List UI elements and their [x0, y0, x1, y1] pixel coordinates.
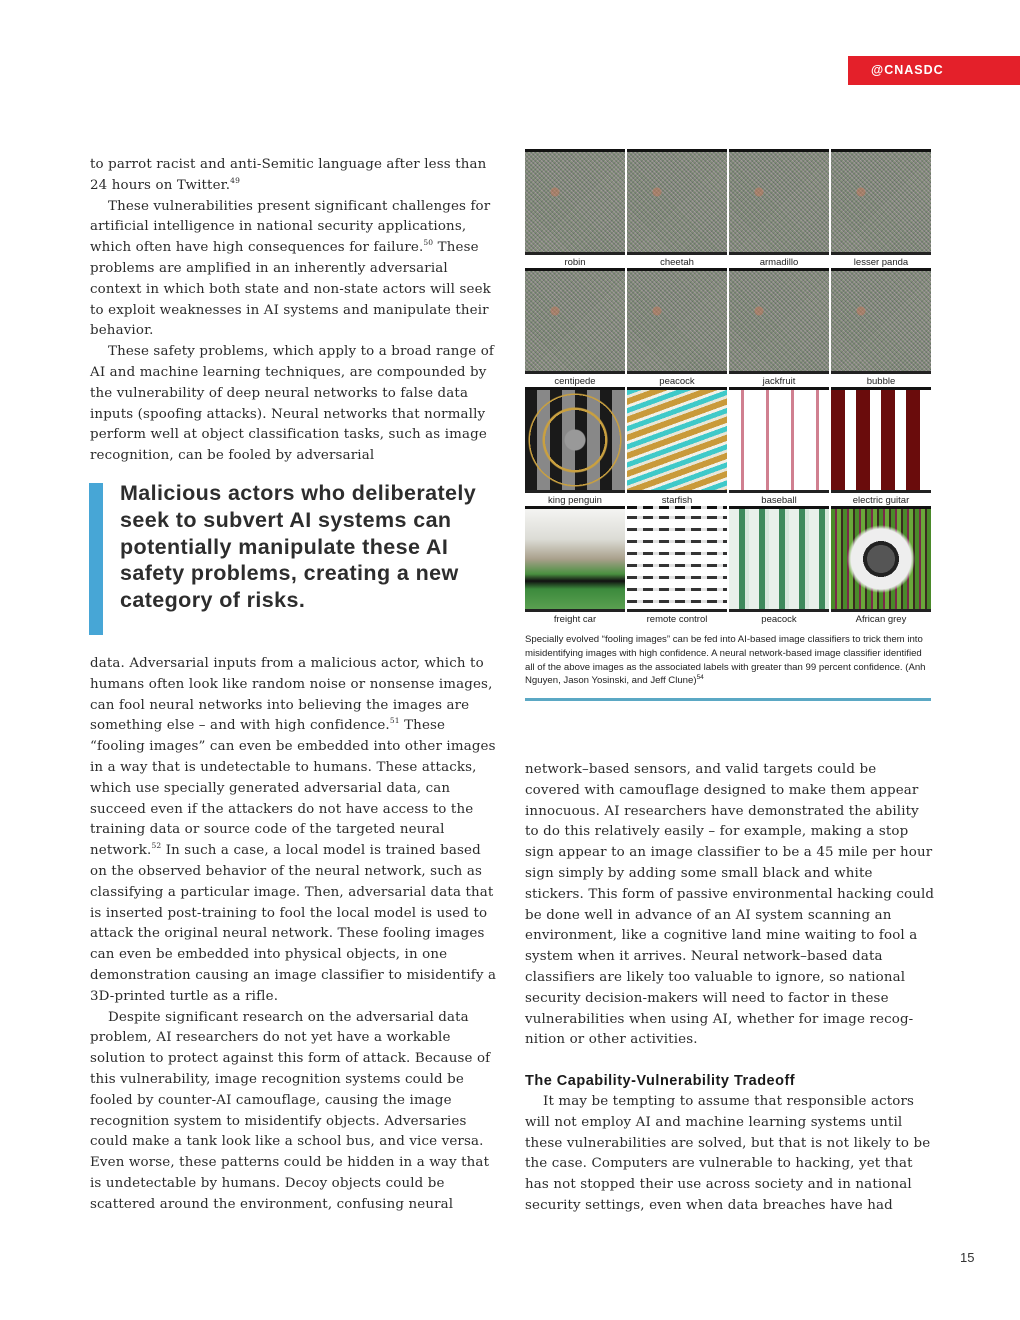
pull-quote	[89, 483, 489, 635]
footnote-ref[interactable]: 50	[423, 238, 434, 248]
figure-image-cell	[525, 506, 625, 625]
fooling-image	[831, 149, 931, 252]
image-label: centipede	[525, 371, 625, 387]
paragraph-text: These “fooling images” can even be embedded into other images in a way that is undetectable to humans. These attacks, which use specially generated adversarial data, can succeed even if the attackers do not have access to the training data or source code of the targeted neural network.	[90, 718, 496, 859]
fooling-image	[729, 506, 829, 609]
fooling-images-figure	[525, 149, 931, 701]
figure-image-cell	[729, 506, 829, 625]
figure-image-cell	[729, 149, 829, 268]
figure-image-cell	[525, 387, 625, 506]
figure-image-cell	[729, 268, 829, 387]
twitter-handle-tag: @CNASDC	[848, 56, 1020, 85]
fooling-image	[831, 268, 931, 371]
image-label: peacock	[729, 609, 829, 625]
page-number: 15	[960, 1250, 975, 1265]
left-column-bottom	[90, 654, 502, 1216]
right-column	[525, 760, 935, 1217]
figure-image-cell	[525, 268, 625, 387]
figure-image-cell	[831, 268, 931, 387]
figure-image-cell	[627, 506, 727, 625]
footnote-ref[interactable]: 49	[230, 175, 240, 185]
paragraph	[90, 197, 502, 343]
figure-caption	[525, 633, 931, 688]
image-label: armadillo	[729, 252, 829, 268]
fooling-image	[729, 387, 829, 490]
paragraph-text: In such a case, a local model is trained based on the observed behavior of the neural network, such as classifying a particular image. Then, adversarial data that is inserted post-training to fool the local model is used to attack the original neural network. These fooling images can even be embedded into physical objects, in one demonstration causing an image classifier to misidentify a 3D-printed turtle as a rifle.	[90, 843, 497, 1004]
image-label: jackfruit	[729, 371, 829, 387]
figure-divider	[525, 698, 931, 701]
figure-image-cell	[729, 387, 829, 506]
image-label: king penguin	[525, 490, 625, 506]
footnote-ref[interactable]: 54	[696, 674, 704, 682]
paragraph: network–based sensors, and valid targets could be covered with camouflage designed to make them appear innocuous. AI researchers have demonstrated the ability to do this relatively easily – for example, making a stop sign appear to an image classifier to be a 45 mile per hour sign simply by adding some small black and white stickers. This form of passive environmental hacking could be done well in advance of an AI system scanning an environment, like a cognitive land mine waiting to fool a system when it arrives. Neural network–based data classifiers are likely too valuable to ignore, so national security decision-makers will need to factor in these vulnerabilities when using AI, whether for image recog-nition or other activities.	[525, 762, 935, 1048]
fooling-image	[627, 506, 727, 609]
paragraph-text: to parrot racist and anti-Semitic language after less than 24 hours on Twitter.	[90, 157, 487, 193]
fooling-image	[729, 149, 829, 252]
fooling-image	[525, 387, 625, 490]
image-label: remote control	[627, 609, 727, 625]
pull-quote-text: Malicious actors who deliberately seek to subvert AI systems can potentially manipulate these AI safety problems, creating a new category of risks.	[120, 481, 477, 613]
fooling-image	[627, 268, 727, 371]
fooling-image	[525, 506, 625, 609]
figure-image-cell	[627, 387, 727, 506]
caption-text: Specially evolved “fooling images” can be fed into AI-based image classifiers to trick them into misidentifying images with high confidence. A neural network-based image classifier identified all of the above images as the associated labels with greater than 99 percent confidence. (Anh Nguyen, Jason Yosinski, and Jeff Clune)	[525, 634, 926, 687]
figure-image-cell	[627, 149, 727, 268]
paragraph	[90, 155, 502, 197]
paragraph: Despite significant research on the adversarial data problem, AI researchers do not yet have a workable solution to protect against this form of attack. Because of this vulnerability, image recognition systems could be fooled by counter-AI camouflage, causing the image recognition system to misidentify objects. Adversaries could make a tank look like a school bus, and vice versa. Even worse, these patterns could be hidden in a way that is undetectable by humans. Decoy objects could be scattered around the environment, confusing neural	[90, 1009, 491, 1212]
fooling-image	[525, 268, 625, 371]
image-label: baseball	[729, 490, 829, 506]
pull-quote-bar	[89, 483, 103, 635]
paragraph-text: data. Adversarial inputs from a malicious actor, which to humans often look like random noise or nonsense images, can fool neural networks into believing the images are something else – and with high confidence.	[90, 656, 493, 734]
image-label: robin	[525, 252, 625, 268]
fooling-image	[627, 149, 727, 252]
paragraph: It may be tempting to assume that responsible actors will not employ AI and machine learning systems until these vulnerabilities are solved, but that is not likely to be the case. Computers are vulnerable to hacking, yet that has not stopped their use across society and in national security settings, even when data breaches have had	[525, 1093, 931, 1213]
image-label: cheetah	[627, 252, 727, 268]
fooling-image	[729, 268, 829, 371]
image-label: African grey	[831, 609, 931, 625]
image-label: bubble	[831, 371, 931, 387]
footnote-ref[interactable]: 52	[151, 841, 162, 851]
footnote-ref[interactable]: 51	[389, 716, 400, 726]
left-column-top	[90, 155, 502, 467]
image-label: lesser panda	[831, 252, 931, 268]
paragraph: These safety problems, which apply to a broad range of AI and machine learning techniques, are compounded by the vulnerability of deep neural networks to false data inputs (spoofing attacks). Neural networks that normally perform well at object classification tasks, such as image recognition, can be fooled by adversarial	[90, 344, 495, 464]
fooling-image	[831, 387, 931, 490]
image-label: freight car	[525, 609, 625, 625]
section-heading: The Capability-Vulnerability Tradeoff	[525, 1073, 796, 1090]
figure-image-cell	[831, 506, 931, 625]
figure-image-cell	[831, 387, 931, 506]
paragraph-text: These vulnerabilities present significant challenges for artificial intelligence in national security applications, which often have high consequences for failure.	[90, 198, 491, 256]
fooling-image	[831, 506, 931, 609]
fooling-image	[525, 149, 625, 252]
image-grid	[525, 149, 931, 625]
figure-image-cell	[525, 149, 625, 268]
image-label: peacock	[627, 371, 727, 387]
paragraph-text: These problems are amplified in an inherently adversarial context in which both state and non-state actors will seek to exploit weaknesses in AI systems and manipulate their behavior.	[90, 240, 491, 339]
paragraph	[90, 654, 502, 1008]
image-label: electric guitar	[831, 490, 931, 506]
figure-image-cell	[831, 149, 931, 268]
figure-image-cell	[627, 268, 727, 387]
image-label: starfish	[627, 490, 727, 506]
fooling-image	[627, 387, 727, 490]
